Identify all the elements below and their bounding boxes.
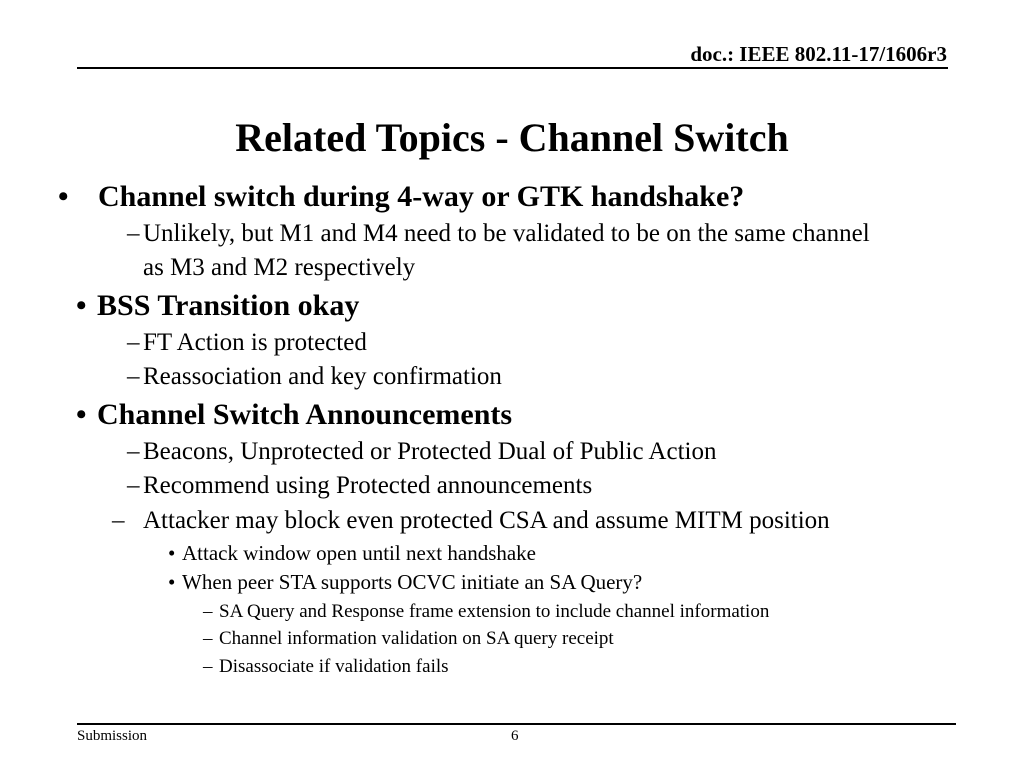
document-id: doc.: IEEE 802.11-17/1606r3 — [690, 42, 947, 66]
footer-divider — [77, 723, 956, 725]
dash-marker: – — [127, 329, 140, 356]
footer-submission-label: Submission — [77, 728, 148, 744]
bullet-marker: • — [168, 570, 176, 594]
bullet-2-text: BSS Transition okay — [97, 289, 360, 322]
bullet-marker: • — [168, 541, 176, 565]
bullet-3-text: Channel Switch Announcements — [97, 398, 513, 431]
bullet-3-sub-3-item-2-text: When peer STA supports OCVC initiate an SA Query? — [182, 570, 643, 594]
page-number: 6 — [511, 728, 519, 744]
dash-marker: – — [112, 507, 125, 534]
sa-query-item-2-text: Channel information validation on SA query receipt — [219, 628, 614, 649]
slide-title: Related Topics - Channel Switch — [235, 115, 789, 160]
bullet-1-text: Channel switch during 4-way or GTK handshake? — [98, 180, 745, 213]
bullet-3-sub-1-text: Beacons, Unprotected or Protected Dual of Public Action — [143, 438, 717, 465]
dash-marker: – — [203, 601, 213, 622]
sa-query-item-1-text: SA Query and Response frame extension to include channel information — [219, 601, 770, 622]
bullet-1-sub-1-text: Unlikely, but M1 and M4 need to be validated to be on the same channel — [143, 220, 870, 247]
dash-marker: – — [203, 628, 213, 649]
dash-marker: – — [203, 656, 213, 677]
bullet-marker: • — [76, 398, 87, 431]
bullet-2-sub-2-text: Reassociation and key confirmation — [143, 363, 502, 390]
dash-marker: – — [127, 363, 140, 390]
bullet-3-sub-3-item-1-text: Attack window open until next handshake — [182, 541, 537, 565]
bullet-marker: • — [58, 180, 69, 213]
bullet-3-sub-3-text: Attacker may block even protected CSA and assume MITM position — [143, 507, 830, 534]
sa-query-item-3-text: Disassociate if validation fails — [219, 656, 449, 677]
bullet-1-sub-1-continued: as M3 and M2 respectively — [143, 254, 416, 281]
bullet-3-sub-2-text: Recommend using Protected announcements — [143, 472, 593, 499]
header-divider — [77, 67, 948, 69]
bullet-2-sub-1-text: FT Action is protected — [143, 329, 367, 356]
dash-marker: – — [127, 220, 140, 247]
dash-marker: – — [127, 438, 140, 465]
dash-marker: – — [127, 472, 140, 499]
bullet-marker: • — [76, 289, 87, 322]
